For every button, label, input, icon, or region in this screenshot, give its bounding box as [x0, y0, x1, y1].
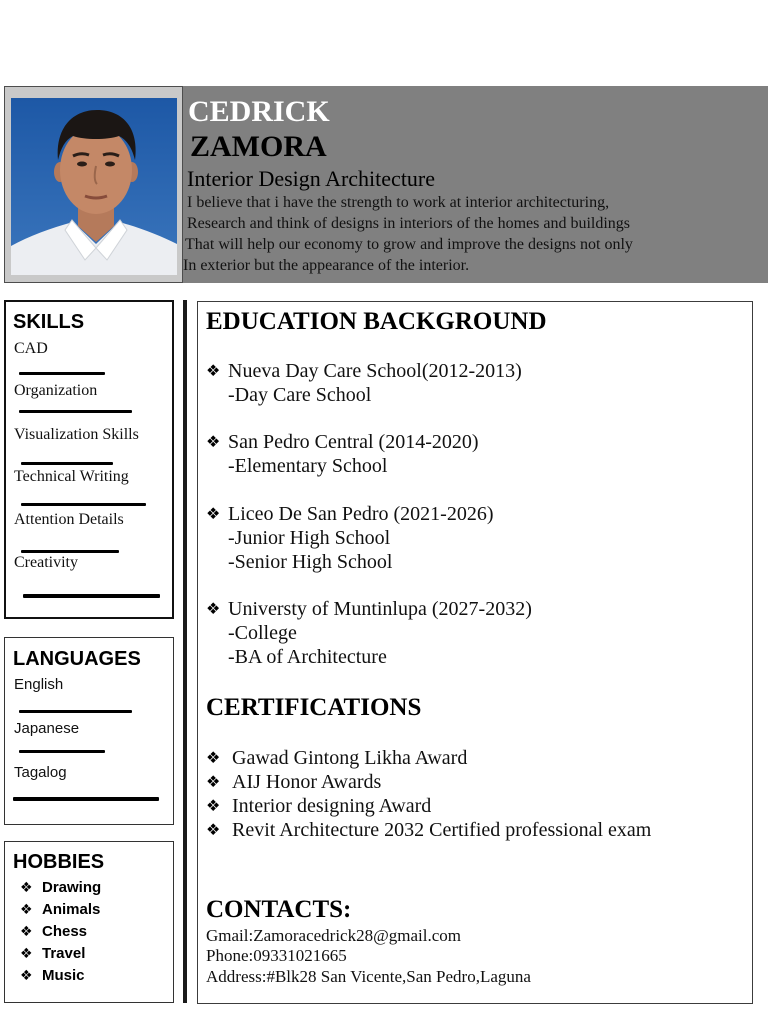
language-label: Japanese	[14, 720, 80, 737]
language-level-bar	[19, 710, 132, 713]
contact-email: Gmail:Zamoracedrick28@gmail.com	[206, 926, 461, 945]
bullet-icon: ❖	[206, 772, 221, 791]
profile-photo-frame	[4, 86, 183, 283]
skill-level-bar	[23, 594, 160, 598]
bullet-icon: ❖	[20, 880, 33, 896]
contacts-heading: CONTACTS:	[206, 896, 352, 923]
language-level-bar	[19, 750, 105, 753]
hobby-item: Chess	[42, 923, 88, 940]
bullet-icon: ❖	[20, 946, 33, 962]
skill-label: Organization	[14, 382, 98, 399]
education-detail: -Elementary School	[228, 455, 388, 477]
skills-heading: SKILLS	[13, 311, 85, 333]
skill-level-bar	[21, 503, 146, 506]
language-level-bar	[13, 797, 159, 801]
education-detail: -BA of Architecture	[228, 646, 387, 668]
skill-level-bar	[19, 372, 105, 375]
contact-address: Address:#Blk28 San Vicente,San Pedro,Laguna	[206, 967, 531, 986]
certification-item: Interior designing Award	[232, 795, 432, 817]
photo-eye-right	[105, 162, 115, 167]
languages-heading: LANGUAGES	[13, 648, 141, 670]
certifications-heading: CERTIFICATIONS	[206, 694, 422, 721]
photo-eye-left	[77, 162, 87, 167]
hobby-item: Travel	[42, 945, 86, 962]
education-detail: -Day Care School	[228, 384, 372, 406]
education-school: San Pedro Central (2014-2020)	[228, 431, 479, 453]
skill-label: Attention Details	[14, 511, 124, 528]
hobbies-heading: HOBBIES	[13, 851, 105, 873]
hobby-item: Drawing	[42, 879, 102, 896]
certification-item: Gawad Gintong Likha Award	[232, 747, 468, 769]
skill-label: Technical Writing	[14, 468, 129, 485]
skill-level-bar	[21, 462, 113, 465]
certification-item: AIJ Honor Awards	[232, 771, 382, 793]
summary-line: That will help our economy to grow and improve the designs not only	[185, 235, 633, 253]
bullet-icon: ❖	[206, 796, 221, 815]
summary-line: I believe that i have the strength to work at interior architecturing,	[187, 193, 610, 211]
bullet-icon: ❖	[206, 820, 221, 839]
hobby-item: Music	[42, 967, 85, 984]
last-name: ZAMORA	[190, 130, 327, 163]
skill-level-bar	[19, 410, 132, 413]
education-detail: -College	[228, 622, 297, 644]
bullet-icon: ❖	[206, 504, 221, 523]
bullet-icon: ❖	[206, 599, 221, 618]
education-heading: EDUCATION BACKGROUND	[206, 308, 547, 335]
certification-item: Revit Architecture 2032 Certified professional exam	[232, 819, 652, 841]
skill-label: Visualization Skills	[14, 426, 139, 443]
skill-label: Creativity	[14, 554, 78, 571]
education-detail: -Junior High School	[228, 527, 391, 549]
education-school: Nueva Day Care School(2012-2013)	[228, 360, 522, 382]
education-detail: -Senior High School	[228, 551, 393, 573]
languages-section	[4, 637, 174, 825]
hobby-item: Animals	[42, 901, 101, 918]
profile-photo	[11, 98, 177, 275]
bullet-icon: ❖	[20, 902, 33, 918]
language-label: English	[14, 676, 64, 693]
bullet-icon: ❖	[20, 924, 33, 940]
column-divider	[183, 300, 187, 1003]
header-band	[183, 86, 768, 283]
contact-phone: Phone:09331021665	[206, 946, 347, 965]
hobbies-section	[4, 841, 174, 1003]
main-content-box	[197, 301, 753, 1004]
summary-line: Research and think of designs in interiors of the homes and buildings	[187, 214, 631, 232]
bullet-icon: ❖	[206, 432, 221, 451]
education-school: Universty of Muntinlupa (2027-2032)	[228, 598, 532, 620]
skill-label: CAD	[14, 340, 48, 357]
education-school: Liceo De San Pedro (2021-2026)	[228, 503, 494, 525]
bullet-icon: ❖	[206, 361, 221, 380]
language-label: Tagalog	[14, 764, 67, 781]
first-name: CEDRICK	[188, 95, 330, 128]
bullet-icon: ❖	[206, 748, 221, 767]
skills-section	[4, 300, 174, 619]
summary-line: In exterior but the appearance of the interior.	[183, 256, 470, 274]
bullet-icon: ❖	[20, 968, 33, 984]
job-title: Interior Design Architecture	[187, 166, 436, 191]
